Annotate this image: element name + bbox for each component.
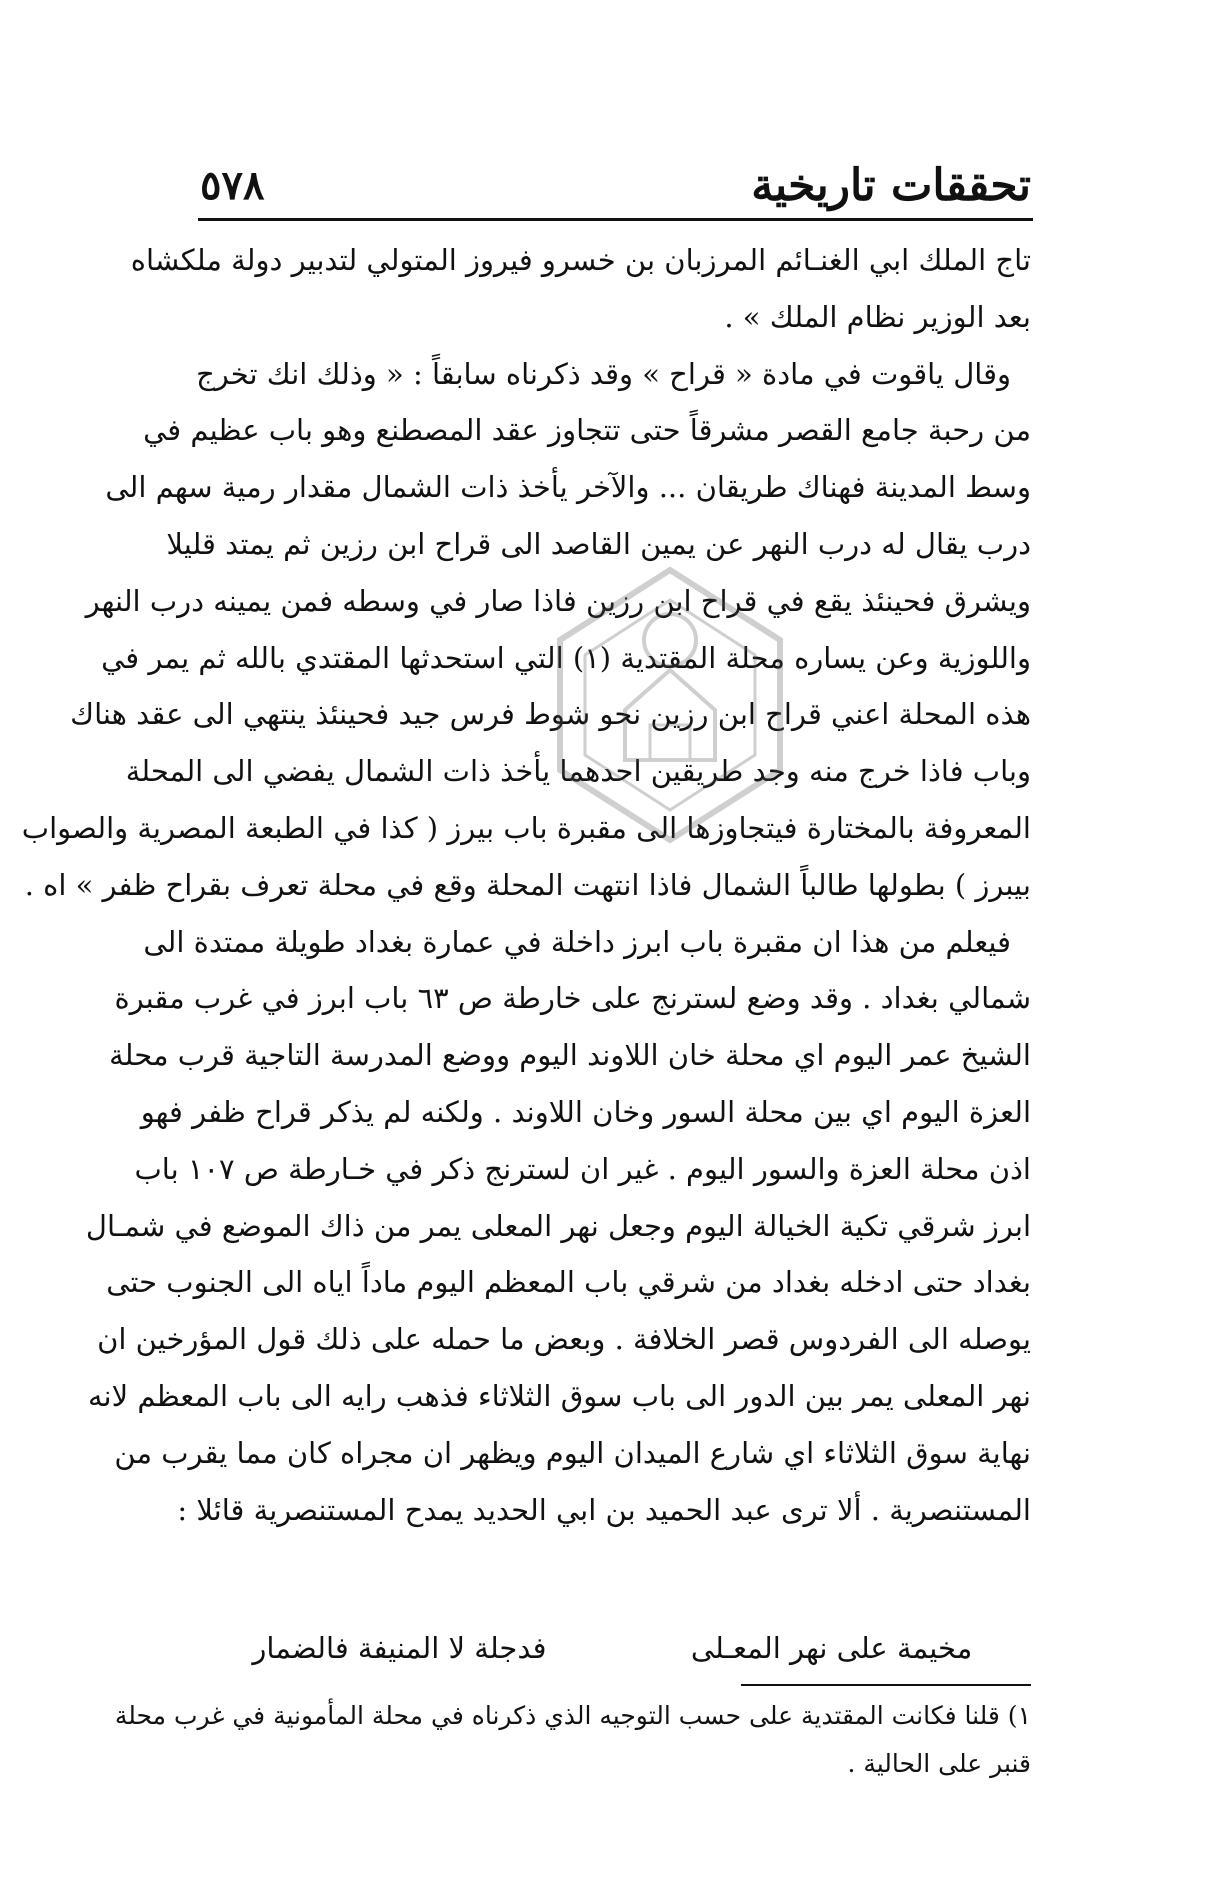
text-line: ابرز شرقي تكية الخيالة اليوم وجعل نهر المعلى يمر من ذاك الموضع في شمـال <box>85 1208 1031 1243</box>
text-line: وسط المدينة فهناك طريقان ... والآخر يأخذ ذات الشمال مقدار رمية سهم الى <box>105 470 1031 505</box>
text-line: نهاية سوق الثلاثاء اي شارع الميدان اليوم ويظهر ان مجراه كان مما يقرب من <box>114 1435 1031 1470</box>
running-title: تحققات تاريخية <box>751 159 1031 211</box>
text-line: بيبرز ) بطولها طالباً الشمال فاذا انتهت المحلة وقع في محلة تعرف بقراح ظفر » اه . <box>24 867 1031 902</box>
text-line: نهر المعلى يمر بين الدور الى باب سوق الثلاثاء فذهب رايه الى باب المعظم لانه <box>87 1378 1031 1413</box>
text-line: تاج الملك ابي الغنـائم المرزبان بن خسرو فيروز المتولي لتدبير دولة ملكشاه <box>130 243 1031 277</box>
text-line: وباب فاذا خرج منه وجد طريقين احدهما يأخذ ذات الشمال يفضي الى المحلة <box>125 754 1031 789</box>
verse-second-hemistich: فدجلة لا المنيفة فالضمار <box>252 1631 547 1665</box>
footnote-line: ١) قلنا فكانت المقتدية على حسب التوجيه الذي ذكرناه في محلة المأمونية في غرب محلة <box>114 1701 1031 1730</box>
page-number: ٥٧٨ <box>200 161 265 209</box>
text-line: فيعلم من هذا ان مقبرة باب ابرز داخلة في عمارة بغداد طويلة ممتدة الى <box>143 924 1011 959</box>
header-rule <box>198 218 1033 221</box>
text-line: الشيخ عمر اليوم اي محلة خان اللاوند اليوم ووضع المدرسة التاجية قرب محلة <box>109 1038 1031 1073</box>
body-text <box>21 232 1031 1617</box>
text-line: العزة اليوم اي بين محلة السور وخان اللاوند . ولكنه لم يذكر قراح ظفر فهو <box>140 1094 1031 1129</box>
footnote-rule <box>741 1684 1031 1686</box>
text-line: وقال ياقوت في مادة « قراح » وقد ذكرناه سابقاً : « وذلك انك تخرج <box>196 356 1011 391</box>
text-line: اذن محلة العزة والسور اليوم . غير ان لسترنج ذكر في خـارطة ص ١٠٧ باب <box>134 1151 1031 1186</box>
page-header <box>200 150 1031 220</box>
text-line: درب يقال له درب النهر عن يمين القاصد الى قراح ابن رزين ثم يمتد قليلا <box>166 526 1031 561</box>
verse-first-hemistich: مخيمة على نهر المعـلى <box>690 1631 973 1665</box>
text-line: هذه المحلة اعني قراح ابن رزين نحو شوط فرس جيد فحينئذ ينتهي الى عقد هناك <box>70 697 1031 732</box>
footnote-line: قنبر على الحالية . <box>847 1749 1031 1778</box>
text-line: من رحبة جامع القصر مشرقاً حتى تتجاوز عقد المصطنع وهو باب عظيم في <box>143 413 1031 448</box>
poetry-verse <box>200 1620 1031 1676</box>
text-line: بغداد حتى ادخله بغداد من شرقي باب المعظم اليوم ماداً اياه الى الجنوب حتى <box>106 1265 1031 1300</box>
text-line: شمالي بغداد . وقد وضع لسترنج على خارطة ص ٦٣ باب ابرز في غرب مقبرة <box>114 981 1031 1016</box>
text-line: بعد الوزير نظام الملك » . <box>724 299 1031 334</box>
text-line: المستنصرية . ألا ترى عبد الحميد بن ابي الحديد يمدح المستنصرية قائلا : <box>177 1492 1031 1527</box>
text-line: واللوزية وعن يساره محلة المقتدية (١) التي استحدثها المقتدي بالله ثم يمر في <box>101 640 1031 675</box>
text-line: يوصله الى الفردوس قصر الخلافة . وبعض ما حمله على ذلك قول المؤرخين ان <box>97 1322 1031 1357</box>
text-line: ويشرق فحينئذ يقع في قراح ابن رزين فاذا صار في وسطه فمن يمينه درب النهر <box>85 583 1031 618</box>
footnotes <box>114 1692 1031 1842</box>
text-line: المعروفة بالمختارة فيتجاوزها الى مقبرة باب بيرز ( كذا في الطبعة المصرية والصواب <box>21 810 1031 845</box>
